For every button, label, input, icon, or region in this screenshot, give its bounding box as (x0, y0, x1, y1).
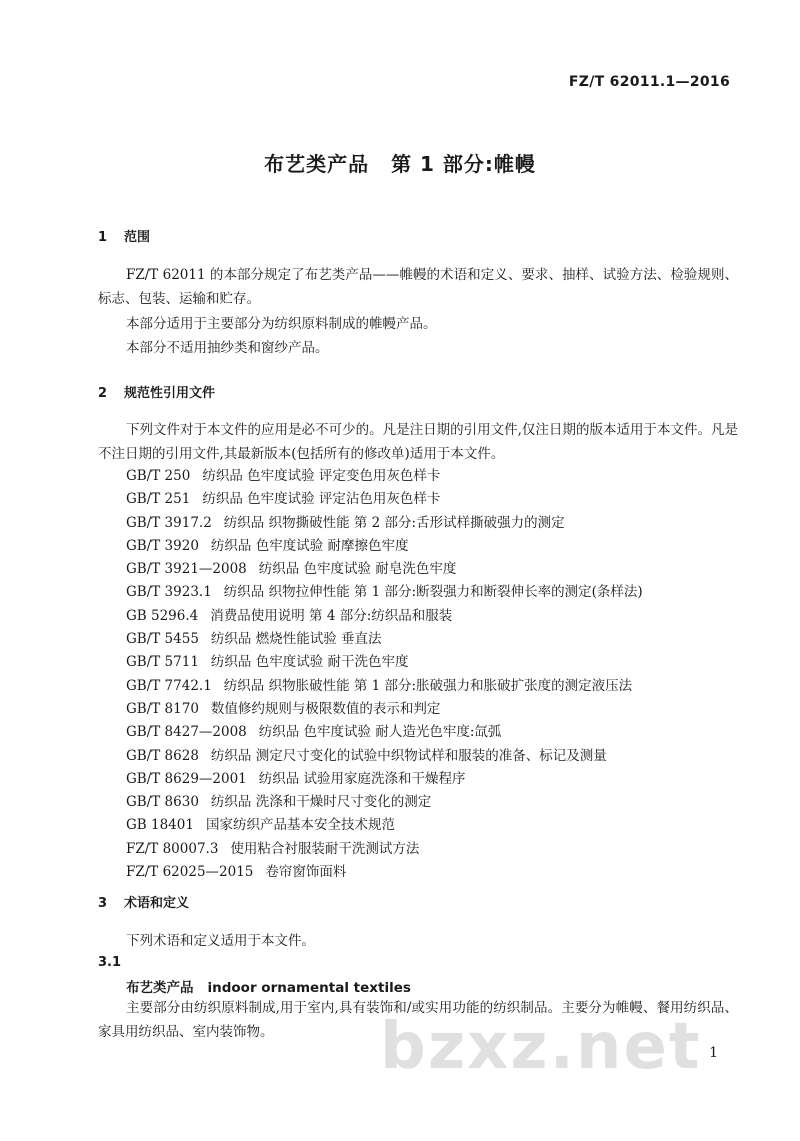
reference-list (126, 465, 643, 884)
watermark: bzxz.net (380, 1010, 702, 1084)
title-main: 布艺类产品 (264, 152, 370, 176)
reference-title: 使用粘合衬服装耐干洗测试方法 (230, 840, 420, 857)
reference-code: FZ/T 62025—2015 (126, 864, 254, 881)
reference-item (126, 488, 643, 511)
reference-title: 纺织品 色牢度试验 耐人造光色牢度:氙弧 (258, 724, 502, 741)
reference-item (126, 791, 643, 814)
reference-title: 纺织品 测定尺寸变化的试验中织物试样和服装的准备、标记及测量 (210, 747, 607, 764)
reference-item (126, 838, 643, 861)
section-heading-terms (98, 892, 189, 911)
page-number: 1 (709, 1045, 718, 1061)
reference-code: GB/T 3920 (126, 537, 199, 554)
reference-item (126, 581, 643, 604)
section-number: 1 (98, 230, 108, 245)
reference-item (126, 721, 643, 744)
reference-item (126, 814, 643, 837)
reference-code: GB/T 8170 (126, 700, 199, 717)
reference-item (126, 465, 643, 488)
reference-item (126, 558, 643, 581)
section-title: 规范性引用文件 (124, 386, 216, 401)
reference-item (126, 512, 643, 535)
reference-code: GB/T 8630 (126, 794, 199, 811)
reference-item (126, 605, 643, 628)
reference-item (126, 768, 643, 791)
reference-code: GB/T 8629—2001 (126, 770, 247, 787)
reference-title: 纺织品 色牢度试验 耐干洗色牢度 (210, 654, 409, 671)
reference-title: 纺织品 色牢度试验 耐摩擦色牢度 (210, 537, 409, 554)
section-number: 3 (98, 896, 108, 911)
section-heading-references (98, 382, 215, 401)
scope-paragraph-1: FZ/T 62011 的本部分规定了布艺类产品——帷幔的术语和定义、要求、抽样、试验方法、检验规则、标志、包装、运输和贮存。 (98, 267, 738, 307)
section-heading-scope (98, 226, 150, 245)
reference-item (126, 651, 643, 674)
reference-code: GB/T 251 (126, 491, 191, 508)
reference-code: FZ/T 80007.3 (126, 840, 219, 857)
title-part: 第 1 部分:帷幔 (391, 152, 536, 176)
section-title: 术语和定义 (124, 896, 190, 911)
reference-code: GB/T 3923.1 (126, 584, 212, 601)
section-title: 范围 (124, 230, 151, 245)
reference-title: 数值修约规则与极限数值的表示和判定 (210, 700, 441, 717)
term-english: indoor ornamental textiles (207, 980, 411, 996)
reference-code: GB 5296.4 (126, 607, 199, 624)
term-definition: 主要部分由纺织原料制成,用于室内,具有装饰和/或实用功能的纺织制品。主要分为帷幔、餐用纺织品、家具用纺织品、室内装饰物。 (98, 1000, 738, 1040)
term-number: 3.1 (98, 955, 122, 970)
reference-title: 纺织品 织物胀破性能 第 1 部分:胀破强力和胀破扩张度的测定液压法 (223, 677, 633, 694)
term-line (126, 976, 411, 996)
reference-title: 纺织品 燃烧性能试验 垂直法 (210, 631, 382, 648)
document-title (0, 148, 800, 177)
reference-code: GB/T 7742.1 (126, 677, 212, 694)
reference-item (126, 745, 643, 768)
reference-item (126, 628, 643, 651)
reference-title: 纺织品 织物拉伸性能 第 1 部分:断裂强力和断裂伸长率的测定(条样法) (223, 584, 643, 601)
reference-item (126, 675, 643, 698)
reference-code: GB/T 3921—2008 (126, 561, 247, 578)
scope-paragraph-3: 本部分不适用抽纱类和窗纱产品。 (126, 340, 329, 356)
reference-title: 卷帘窗饰面料 (265, 864, 347, 881)
term-chinese: 布艺类产品 (126, 980, 194, 996)
reference-code: GB/T 250 (126, 468, 191, 484)
reference-item (126, 698, 643, 721)
reference-item (126, 861, 643, 884)
standard-code: FZ/T 62011.1—2016 (568, 74, 730, 90)
reference-title: 纺织品 色牢度试验 评定变色用灰色样卡 (202, 468, 441, 484)
reference-code: GB/T 8427—2008 (126, 724, 247, 741)
reference-title: 纺织品 织物撕破性能 第 2 部分:舌形试样撕破强力的测定 (223, 514, 565, 531)
reference-code: GB/T 5455 (126, 631, 199, 648)
reference-item (126, 535, 643, 558)
reference-code: GB/T 3917.2 (126, 514, 212, 531)
section-number: 2 (98, 386, 108, 401)
reference-title: 消费品使用说明 第 4 部分:纺织品和服装 (210, 607, 453, 624)
reference-title: 纺织品 洗涤和干燥时尺寸变化的测定 (210, 794, 432, 811)
reference-title: 国家纺织产品基本安全技术规范 (205, 817, 395, 834)
terms-intro: 下列术语和定义适用于本文件。 (126, 933, 315, 949)
reference-title: 纺织品 色牢度试验 耐皂洗色牢度 (258, 561, 457, 578)
scope-paragraph-2: 本部分适用于主要部分为纺织原料制成的帷幔产品。 (126, 316, 437, 332)
reference-code: GB/T 5711 (126, 654, 199, 671)
reference-code: GB 18401 (126, 817, 194, 834)
reference-code: GB/T 8628 (126, 747, 199, 764)
reference-title: 纺织品 色牢度试验 评定沾色用灰色样卡 (202, 491, 441, 508)
reference-title: 纺织品 试验用家庭洗涤和干燥程序 (258, 770, 466, 787)
references-intro: 下列文件对于本文件的应用是必不可少的。凡是注日期的引用文件,仅注日期的版本适用于本文件。凡是不注日期的引用文件,其最新版本(包括所有的修改单)适用于本文件。 (98, 422, 738, 462)
